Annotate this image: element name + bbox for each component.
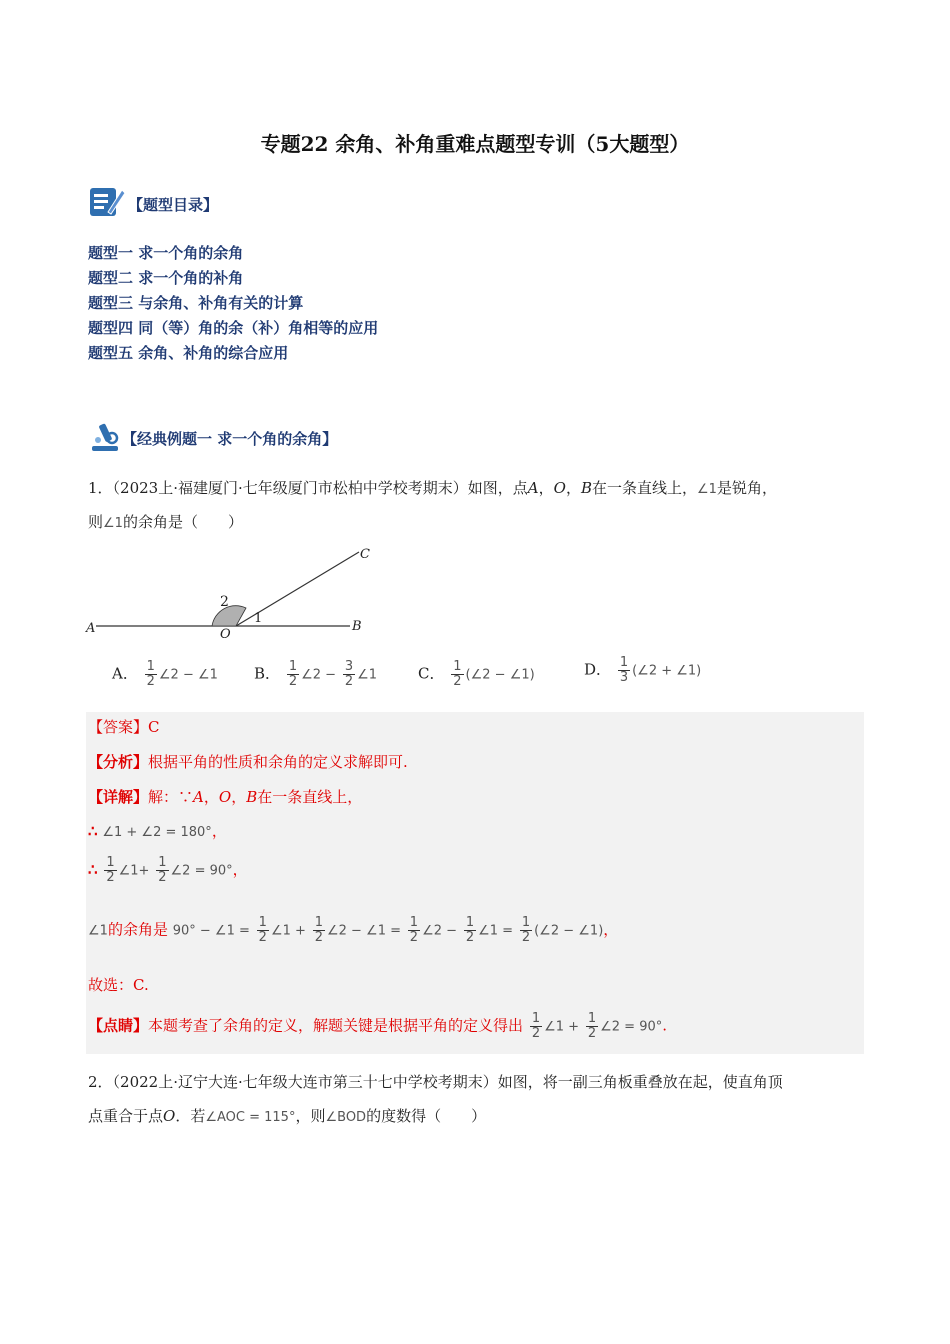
example-heading: 【经典例题一 求一个角的余角】 xyxy=(122,430,338,448)
label-angle-2: 2 xyxy=(220,594,229,610)
page-title: 专题22 余角、补角重难点题型专训（5大题型） xyxy=(260,132,690,156)
question-2-line-2: 点重合于点O．若∠AOC = 115°，则∠BOD的度数得（ ） xyxy=(88,1107,487,1125)
question-2-line-1: 2．（2022上·辽宁大连·七年级大连市第三十七中学校考期末）如图，将一副三角板重叠放在起，使直角顶 xyxy=(88,1073,783,1091)
option-d[interactable]: D． $\frac{1}{3}$ (∠2 + ∠1) xyxy=(584,655,702,685)
label-c: C xyxy=(360,547,370,562)
label-o: O xyxy=(220,627,231,642)
option-b[interactable]: B． $\frac{1}{2}$ ∠2 − $\frac{3}{2}$ ∠1 xyxy=(254,659,378,689)
microscope-icon xyxy=(88,418,124,454)
equation-1: ∴ ∠1 + ∠2 = 180°， xyxy=(88,822,227,840)
option-c[interactable]: C． $\frac{1}{2}$ (∠2 − ∠1) xyxy=(418,659,535,689)
final-choice: 故选：C. xyxy=(88,976,149,994)
angle-figure xyxy=(84,540,384,644)
label-b: B xyxy=(352,619,362,634)
question-1-line-1: 1．（2023上·福建厦门·七年级厦门市松柏中学校考期末）如图，点A，O，B在一条直线上，∠1是锐角， xyxy=(88,479,777,497)
toc-item-5[interactable]: 题型五 余角、补角的综合应用 xyxy=(88,344,289,362)
label-a: A xyxy=(86,621,96,636)
detail-line: 【详解】解：∵A，O，B在一条直线上， xyxy=(88,788,363,806)
answer-line: 【答案】C xyxy=(88,718,160,736)
equation-2: ∴ $\frac{1}{2}$ ∠1+ $\frac{1}{2}$ ∠2 = 90°， xyxy=(88,855,248,885)
toc-item-1[interactable]: 题型一 求一个角的余角 xyxy=(88,244,244,262)
toc-heading: 【题型目录】 xyxy=(128,196,219,214)
toc-item-4[interactable]: 题型四 同（等）角的余（补）角相等的应用 xyxy=(88,319,379,337)
analysis-line: 【分析】根据平角的性质和余角的定义求解即可. xyxy=(88,753,408,771)
toc-item-2[interactable]: 题型二 求一个角的补角 xyxy=(88,269,244,287)
equation-3: ∠1的余角是 90° − ∠1 = $\frac{1}{2}$ ∠1 + $\frac{1}{2}$ ∠2 − ∠1 = $\frac{1}{2}$ ∠2 − $\frac{1}{2}$ ∠1 = $\frac{1}{2}$ (∠2 − ∠1)， xyxy=(88,915,619,945)
dianjing-line: 【点睛】本题考查了余角的定义，解题关键是根据平角的定义得出 $\frac{1}{2}$ ∠1 + $\frac{1}{2}$ ∠2 = 90°. xyxy=(88,1011,668,1041)
toc-item-3[interactable]: 题型三 与余角、补角有关的计算 xyxy=(88,294,304,312)
edit-note-icon xyxy=(88,182,126,220)
label-angle-1: 1 xyxy=(254,611,263,626)
option-a[interactable]: A． $\frac{1}{2}$ ∠2 − ∠1 xyxy=(112,659,218,689)
question-1-line-2: 则∠1的余角是（ ） xyxy=(88,513,243,531)
